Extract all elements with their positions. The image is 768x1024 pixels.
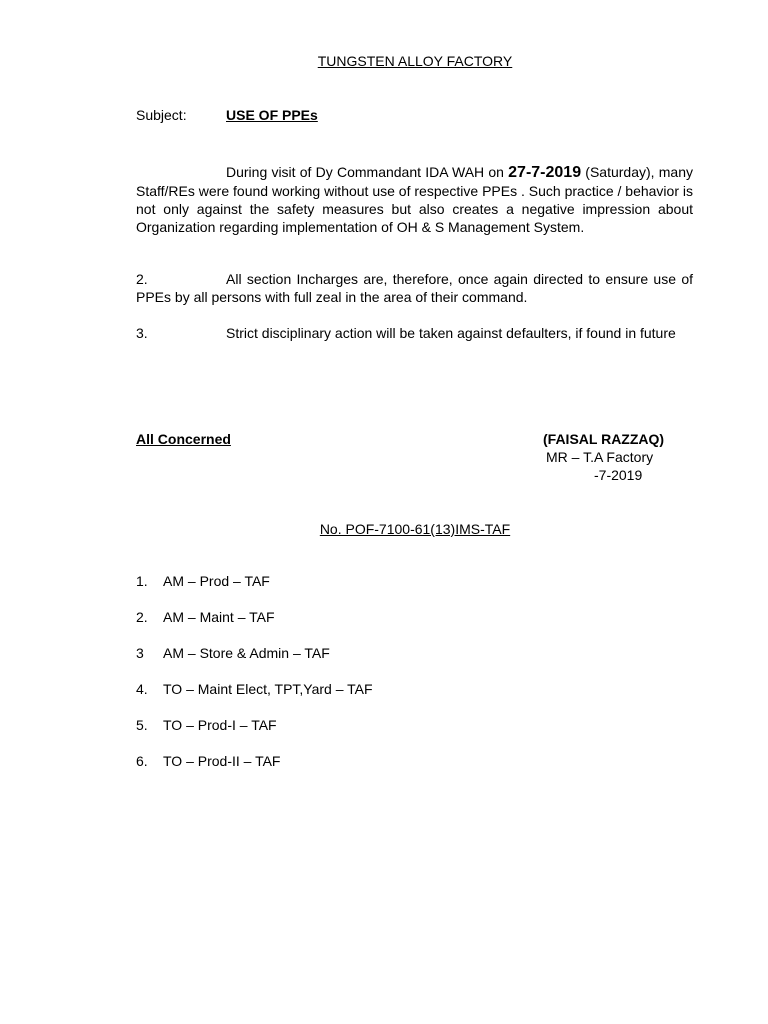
list-item-text: AM – Prod – TAF	[163, 573, 270, 589]
paragraph-2-text: All section Incharges are, therefore, once again directed to ensure use of PPEs by all persons with full zeal in the area of their command.	[136, 271, 693, 305]
paragraph-1-text-start: During visit of Dy Commandant IDA WAH on	[226, 164, 509, 180]
paragraph-1-text-end: (Saturday), many Staff/REs were found working without use of respective PPEs . Such practice / behavior is not only against the safety measures but also creates a negative impression about Organization regarding implementation of OH & S Management System.	[136, 164, 693, 235]
subject-label: Subject:	[136, 107, 187, 123]
subject-value: USE OF PPEs	[226, 107, 318, 123]
signature-date: -7-2019	[594, 467, 643, 483]
list-item	[136, 573, 373, 609]
paragraph-3-number: 3.	[136, 325, 148, 341]
list-item-text: TO – Maint Elect, TPT,Yard – TAF	[163, 681, 373, 697]
list-item-number: 1.	[136, 573, 148, 589]
list-item-text: AM – Store & Admin – TAF	[163, 645, 330, 661]
list-item	[136, 717, 373, 753]
paragraph-3-text: Strict disciplinary action will be taken against defaulters, if found in future	[226, 325, 676, 341]
list-item	[136, 609, 373, 645]
paragraph-3	[136, 324, 693, 342]
addressee-label: All Concerned	[136, 431, 231, 447]
list-item-number: 2.	[136, 609, 148, 625]
paragraph-2-number: 2.	[136, 271, 148, 287]
list-item-number: 4.	[136, 681, 148, 697]
list-item-text: TO – Prod-II – TAF	[163, 753, 281, 769]
signatory-name: (FAISAL RAZZAQ)	[543, 431, 665, 447]
list-item-number: 5.	[136, 717, 148, 733]
list-item	[136, 753, 373, 789]
list-item-number: 3	[136, 645, 144, 661]
list-item-text: TO – Prod-I – TAF	[163, 717, 277, 733]
visit-date: 27-7-2019	[508, 164, 582, 181]
list-item	[136, 681, 373, 717]
paragraph-1	[136, 163, 693, 236]
reference-number: No. POF-7100-61(13)IMS-TAF	[319, 521, 511, 537]
signatory-designation: MR – T.A Factory	[546, 449, 654, 465]
list-item-text: AM – Maint – TAF	[163, 609, 275, 625]
distribution-list	[136, 573, 373, 789]
list-item	[136, 645, 373, 681]
list-item-number: 6.	[136, 753, 148, 769]
document-title: TUNGSTEN ALLOY FACTORY	[317, 53, 513, 69]
paragraph-2	[136, 270, 693, 306]
